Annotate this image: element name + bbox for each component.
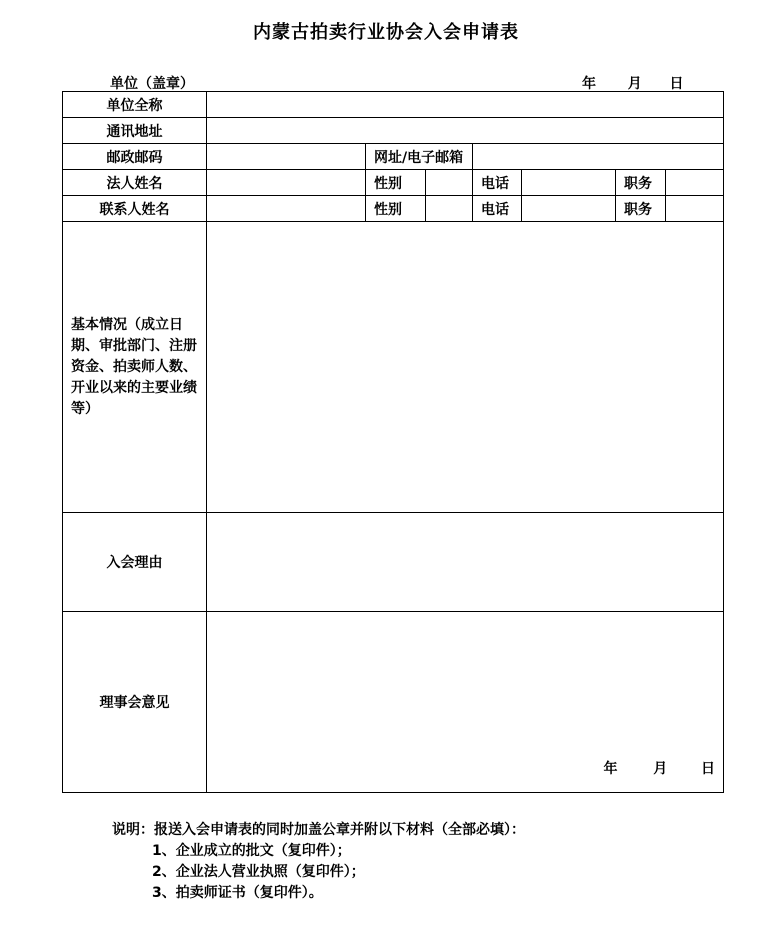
contact-position-label: 职务 [616, 196, 666, 222]
notes-intro: 说明：报送入会申请表的同时加盖公章并附以下材料（全部必填）： [112, 822, 525, 838]
form-title: 内蒙古拍卖行业协会入会申请表 [253, 22, 519, 43]
basic-info-label: 基本情况（成立日期、审批部门、注册资金、拍卖师人数、开业以来的主要业绩等） [63, 222, 207, 513]
contact-phone-field[interactable] [522, 196, 616, 222]
notes-item: 3、拍卖师证书（复印件）。 [152, 885, 323, 901]
address-field[interactable] [207, 118, 724, 144]
header-date-year: 年 [582, 76, 596, 92]
notes [112, 820, 525, 904]
contact-person-label: 联系人姓名 [63, 196, 207, 222]
legal-position-label: 职务 [616, 170, 666, 196]
full-name-field[interactable] [207, 92, 724, 118]
address-label: 通讯地址 [63, 118, 207, 144]
legal-gender-field[interactable] [426, 170, 473, 196]
legal-gender-label: 性别 [366, 170, 426, 196]
row-basic-info [63, 222, 724, 513]
row-reason [63, 513, 724, 612]
header-date-day: 日 [669, 76, 684, 92]
postcode-field[interactable] [207, 144, 366, 170]
legal-phone-field[interactable] [522, 170, 616, 196]
website-email-field[interactable] [473, 144, 724, 170]
website-email-label: 网址/电子邮箱 [366, 144, 473, 170]
contact-gender-label: 性别 [366, 196, 426, 222]
legal-person-field[interactable] [207, 170, 366, 196]
full-name-label: 单位全称 [63, 92, 207, 118]
sign-date-year: 年 [603, 761, 618, 777]
row-contact-person [63, 196, 724, 222]
notes-item: 1、企业成立的批文（复印件）； [152, 843, 351, 859]
row-legal-person [63, 170, 724, 196]
header-date [582, 73, 684, 93]
contact-position-field[interactable] [666, 196, 724, 222]
header-date-month: 月 [627, 76, 642, 92]
legal-phone-label: 电话 [473, 170, 522, 196]
basic-info-field[interactable] [207, 222, 724, 513]
row-postcode [63, 144, 724, 170]
contact-person-field[interactable] [207, 196, 366, 222]
reason-label: 入会理由 [63, 513, 207, 612]
contact-gender-field[interactable] [426, 196, 473, 222]
council-opinion-field[interactable] [207, 612, 724, 793]
legal-position-field[interactable] [666, 170, 724, 196]
row-full-name [63, 92, 724, 118]
row-address [63, 118, 724, 144]
sign-date-day: 日 [701, 761, 716, 777]
notes-item: 2、企业法人营业执照（复印件）； [152, 864, 365, 880]
contact-phone-label: 电话 [473, 196, 522, 222]
sign-date [604, 758, 716, 778]
council-opinion-label: 理事会意见 [63, 612, 207, 793]
row-council-opinion [63, 612, 724, 793]
application-form-table [62, 91, 724, 793]
reason-field[interactable] [207, 513, 724, 612]
legal-person-label: 法人姓名 [63, 170, 207, 196]
sign-date-month: 月 [653, 761, 668, 777]
postcode-label: 邮政邮码 [63, 144, 207, 170]
unit-seal-label: 单位（盖章） [110, 76, 194, 92]
